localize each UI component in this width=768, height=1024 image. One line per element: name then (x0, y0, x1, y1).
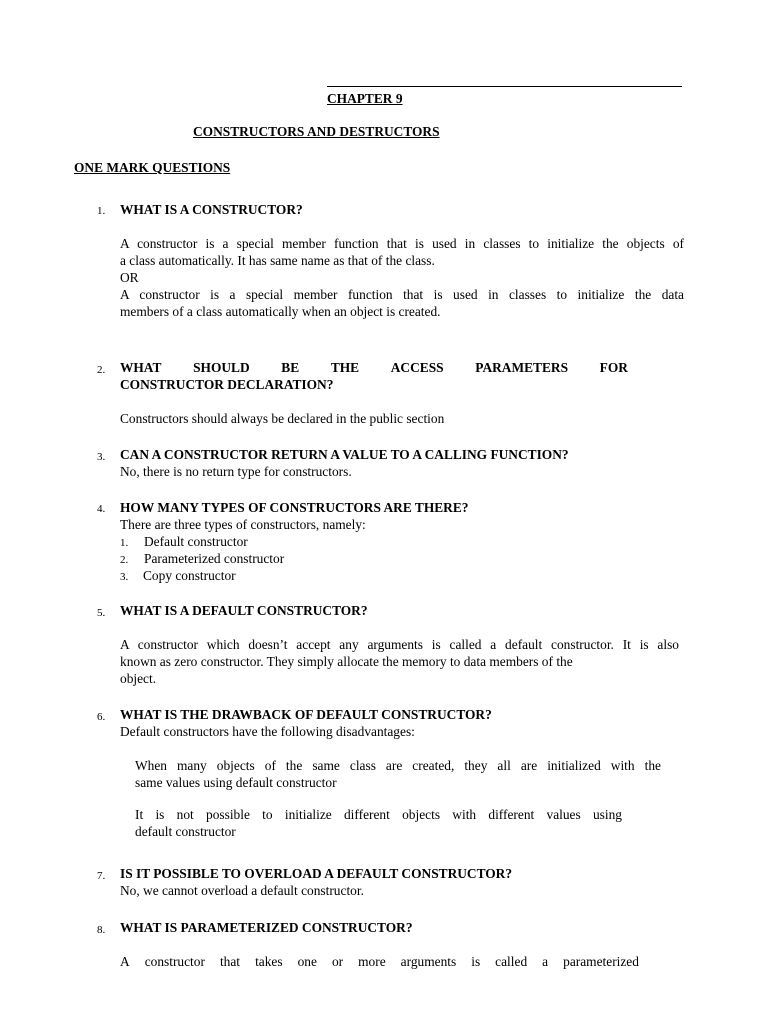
answer-line (120, 953, 639, 970)
question-4: HOW MANY TYPES OF CONSTRUCTORS ARE THERE? (120, 500, 469, 515)
list-number: 3. (120, 571, 129, 583)
question-number: 6. (97, 711, 106, 723)
answer-word: parameterized (563, 954, 639, 969)
list-number: 1. (120, 537, 129, 549)
question-number: 5. (97, 607, 106, 619)
question-word: THE (330, 360, 360, 375)
answer-word: is (471, 954, 481, 969)
answer-word: that (219, 954, 241, 969)
point-line: It is not possible to initialize different objects with different values using (135, 807, 622, 822)
answer-word: called (495, 954, 528, 969)
question-1: WHAT IS A CONSTRUCTOR? (120, 202, 303, 217)
answer-line: OR (120, 270, 139, 285)
question-2-line-2: CONSTRUCTOR DECLARATION? (120, 377, 334, 392)
question-number: 2. (97, 364, 106, 376)
chapter-title: CONSTRUCTORS AND DESTRUCTORS (193, 124, 440, 139)
question-word: BE (281, 360, 300, 375)
answer-line: A constructor is a special member function that is used in classes to initialize the objects of (120, 236, 684, 251)
question-word: SHOULD (193, 360, 250, 375)
answer-line: Default constructors have the following disadvantages: (120, 724, 415, 739)
list-number: 2. (120, 554, 129, 566)
question-7: IS IT POSSIBLE TO OVERLOAD A DEFAULT CONSTRUCTOR? (120, 866, 513, 881)
answer-word: constructor (144, 954, 205, 969)
list-item: Parameterized constructor (144, 551, 285, 566)
section-heading: ONE MARK QUESTIONS (74, 160, 231, 175)
list-item: Default constructor (144, 534, 248, 549)
answer-line: known as zero constructor. They simply allocate the memory to data members of the (120, 654, 573, 669)
question-word: WHAT (120, 360, 162, 375)
answer-line: A constructor is a special member function that is used in classes to initialize the data (120, 287, 684, 302)
answer-line: No, there is no return type for constructors. (120, 464, 352, 479)
answer-line: object. (120, 671, 157, 686)
question-word: ACCESS (390, 360, 444, 375)
question-2-line-1 (120, 359, 628, 376)
answer-word: A (120, 954, 130, 969)
question-number: 7. (97, 870, 106, 882)
question-8: WHAT IS PARAMETERIZED CONSTRUCTOR? (120, 920, 413, 935)
header-rule (327, 86, 682, 87)
answer-line: Constructors should always be declared in the public section (120, 411, 445, 426)
answer-word: arguments (400, 954, 457, 969)
answer-line: members of a class automatically when an object is created. (120, 304, 441, 319)
question-5: WHAT IS A DEFAULT CONSTRUCTOR? (120, 603, 368, 618)
point-line: When many objects of the same class are created, they all are initialized with the (135, 758, 661, 773)
chapter-heading: CHAPTER 9 (327, 91, 403, 106)
answer-word: takes (255, 954, 283, 969)
answer-word: a (542, 954, 549, 969)
list-item: Copy constructor (143, 568, 236, 583)
answer-line: There are three types of constructors, namely: (120, 517, 366, 532)
question-6: WHAT IS THE DRAWBACK OF DEFAULT CONSTRUCTOR? (120, 707, 492, 722)
answer-word: one (297, 954, 317, 969)
question-number: 1. (97, 205, 106, 217)
answer-line: A constructor which doesn’t accept any arguments is called a default constructor. It is also (120, 637, 679, 652)
answer-word: more (358, 954, 386, 969)
question-word: FOR (599, 360, 628, 375)
question-word: PARAMETERS (475, 360, 569, 375)
question-number: 8. (97, 924, 106, 936)
point-line: default constructor (135, 824, 236, 839)
question-number: 4. (97, 503, 106, 515)
point-line: same values using default constructor (135, 775, 337, 790)
question-number: 3. (97, 451, 106, 463)
answer-line: No, we cannot overload a default constructor. (120, 883, 364, 898)
answer-word: or (331, 954, 344, 969)
question-3: CAN A CONSTRUCTOR RETURN A VALUE TO A CALLING FUNCTION? (120, 447, 569, 462)
answer-line: a class automatically. It has same name as that of the class. (120, 253, 435, 268)
